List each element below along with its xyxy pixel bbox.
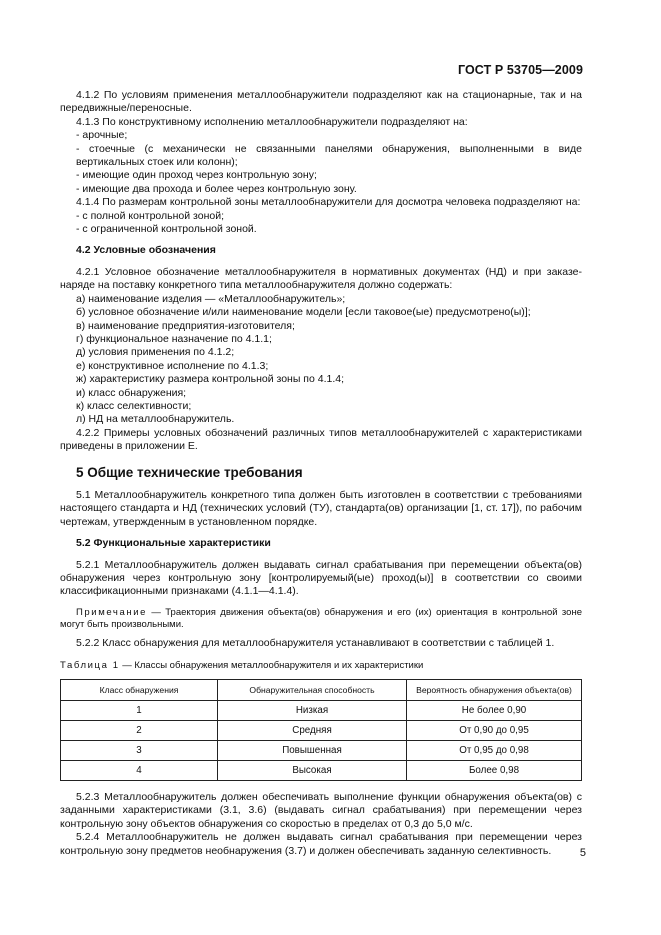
- list-item: - арочные;: [76, 129, 128, 142]
- note: [60, 607, 582, 631]
- list-item: к) класс селективности;: [76, 399, 192, 412]
- section-5-title: 5 Общие технические требования: [76, 464, 303, 480]
- document-header-id: ГОСТ Р 53705—2009: [457, 63, 583, 77]
- list-item: ж) характеристику размера контрольной зоны по 4.1.4;: [76, 373, 345, 386]
- paragraph-5-2-4: 5.2.4 Металлообнаружитель не должен выдавать сигнал срабатывания при перемещении через контрольную зону предметов необнаружения (3.7) и должен обеспечивать заданную селективность.: [60, 831, 582, 857]
- table-cell: От 0,90 до 0,95: [407, 721, 582, 741]
- table-cell: Средняя: [218, 721, 407, 741]
- list-item: б) условное обозначение и/или наименование модели [если таковое(ые) предусмотрено(ы)];: [76, 306, 531, 319]
- table-caption: [60, 659, 582, 672]
- list-item: а) наименование изделия — «Металлообнаружитель»;: [76, 292, 346, 305]
- table-cell: 4: [61, 761, 218, 781]
- header-probability: Вероятность обнаружения объекта(ов): [407, 680, 582, 701]
- paragraph-4-2-1: 4.2.1 Условное обозначение металлообнаружителя в нормативных документах (НД) и при заказе-наряде на поставку конкретного типа металлообнаружителя должно содержать:: [60, 265, 582, 292]
- list-item: - имеющие два прохода и более через контрольную зону.: [76, 182, 357, 195]
- paragraph-5-2-1: 5.2.1 Металлообнаружитель должен выдавать сигнал срабатывания при перемещении объекта(ов) обнаружения через контрольную зону [контролируемый(ые) проход(ы)] в соответствии со своими классификационными признаками (4.1.1—4.1.4).: [60, 558, 582, 598]
- table-row: [61, 761, 582, 781]
- table-cell: Повышенная: [218, 741, 407, 761]
- table-cell: Низкая: [218, 701, 407, 721]
- list-item: и) класс обнаружения;: [76, 386, 187, 399]
- header-capability: Обнаружительная способность: [218, 680, 407, 701]
- paragraph-4-1-2: 4.1.2 По условиям применения металлообнаружители подразделяют как на стационарные, так и на передвижные/переносные.: [60, 89, 582, 115]
- list-item: - стоечные (с механически не связанными панелями обнаружения, выполненными в виде вертикальных стоек или колонн);: [76, 142, 582, 169]
- table-cell: 2: [61, 721, 218, 741]
- table-header-row: [61, 680, 582, 701]
- table-caption-text: — Классы обнаружения металлообнаружителя и их характеристики: [119, 659, 424, 671]
- paragraph-4-2-2: 4.2.2 Примеры условных обозначений различных типов металлообнаружителей с характеристиками приведены в приложении Е.: [60, 426, 582, 453]
- list-item: в) наименование предприятия-изготовителя;: [76, 319, 295, 332]
- detection-classes-table: [60, 679, 582, 781]
- list-item: - с полной контрольной зоной;: [76, 209, 225, 222]
- paragraph-5-2-3: 5.2.3 Металлообнаружитель должен обеспечивать выполнение функции обнаружения объекта(ов) с заданными характеристиками (3.1, 3.6) (выдавать сигнал срабатывания) при перемещении через контрольную зону объектов обнаружения со скоростью в пределах от 0,3 до 5,0 м/с.: [60, 791, 582, 830]
- table-row: [61, 741, 582, 761]
- list-item: л) НД на металлообнаружитель.: [76, 413, 235, 426]
- note-label: Примечание: [76, 606, 147, 618]
- paragraph-5-2-2: 5.2.2 Класс обнаружения для металлообнаружителя устанавливают в соответствии с таблицей 1.: [76, 637, 555, 650]
- table-row: [61, 721, 582, 741]
- table-row: [61, 701, 582, 721]
- list-item: - имеющие один проход через контрольную зону;: [76, 169, 317, 182]
- page-content: [60, 89, 582, 858]
- paragraph-4-1-4: 4.1.4 По размерам контрольной зоны металлообнаружители для досмотра человека подразделяют на:: [76, 196, 581, 209]
- header-class: Класс обнаружения: [61, 680, 218, 701]
- list-item: - с ограниченной контрольной зоной.: [76, 223, 257, 236]
- section-4-2-title: 4.2 Условные обозначения: [76, 244, 216, 257]
- note-text: — Траектория движения объекта(ов) обнаружения и его (их) ориентация в контрольной зоне могут быть произвольными.: [60, 606, 582, 631]
- paragraph-5-1: 5.1 Металлообнаружитель конкретного типа должен быть изготовлен в соответствии с требованиями настоящего стандарта и НД (технических условий (ТУ), стандарта(ов) организации [1, ст. 17]), по рабочим чертежам, утвержденным в установленном порядке.: [60, 488, 582, 528]
- list-item: д) условия применения по 4.1.2;: [76, 346, 235, 359]
- table-cell: Не более 0,90: [407, 701, 582, 721]
- table-caption-label: Таблица 1: [60, 659, 120, 671]
- table-cell: От 0,95 до 0,98: [407, 741, 582, 761]
- page-number: 5: [579, 847, 586, 859]
- paragraph-4-1-3: 4.1.3 По конструктивному исполнению металлообнаружители подразделяют на:: [76, 115, 468, 128]
- table-cell: Высокая: [218, 761, 407, 781]
- section-5-2-title: 5.2 Функциональные характеристики: [76, 537, 271, 550]
- list-item: г) функциональное назначение по 4.1.1;: [76, 332, 272, 345]
- table-cell: 1: [61, 701, 218, 721]
- list-item: е) конструктивное исполнение по 4.1.3;: [76, 359, 269, 372]
- table-cell: Более 0,98: [407, 761, 582, 781]
- table-cell: 3: [61, 741, 218, 761]
